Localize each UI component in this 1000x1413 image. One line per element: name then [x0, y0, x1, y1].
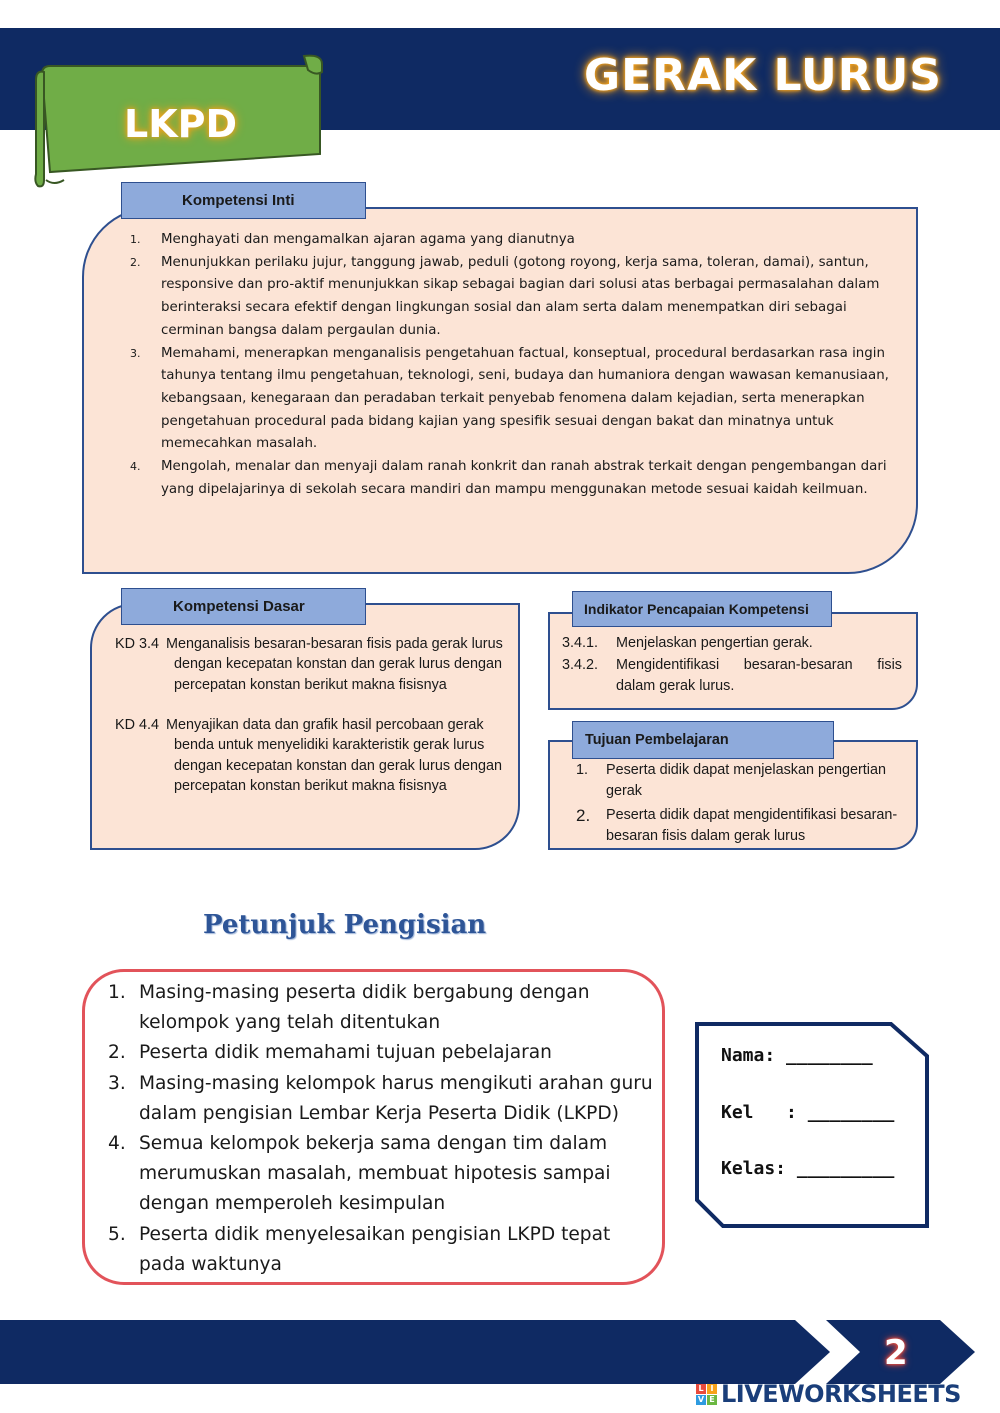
- list-item: 1. Masing-masing peserta didik bergabung dengan kelompok yang telah ditentukan: [108, 982, 590, 1034]
- petunjuk-list: [108, 978, 653, 1280]
- indikator-item: 3.4.1. Menjelaskan pengertian gerak.: [562, 635, 813, 651]
- page-title: GERAK LURUS: [583, 50, 942, 101]
- kelas-field[interactable]: Kelas: _________: [721, 1158, 895, 1179]
- nama-field[interactable]: Nama: ________: [721, 1045, 873, 1066]
- list-item: 3. Memahami, menerapkan menganalisis pengetahuan factual, konseptual, procedural berdasarkan rasa ingin tahunya tentang ilmu pengetahuan, teknologi, seni, budaya dan humaniora dengan wawasan kemanusiaan, kebangsaan, kenegaraan dan peradaban terkait penyebab fenomena dalam kejadian, serta menerapkan pengetahuan procedural pada bidang kajian yang spesifik sesuai dengan bakat dan minatnya untuk memecahkan masalah.: [130, 345, 889, 452]
- kd-item: KD 3.4 Menganalisis besaran-besaran fisis pada gerak lurus dengan kecepatan konstan dan gerak lurus dengan percepatan konstan berikut makna fisisnya: [115, 636, 503, 693]
- kompetensi-inti-list: [130, 229, 892, 501]
- indikator-heading: Indikator Pencapaian Kompetensi: [572, 591, 832, 627]
- brand-name: LIVEWORKSHEETS: [721, 1380, 961, 1408]
- indikator-item: 3.4.2. Mengidentifikasi besaran-besaran fisis dalam gerak lurus.: [562, 657, 902, 694]
- kompetensi-dasar-heading: Kompetensi Dasar: [121, 588, 366, 625]
- list-item: 2. Peserta didik memahami tujuan pebelajaran: [108, 1042, 552, 1064]
- kd-item: KD 4.4 Menyajikan data dan grafik hasil percobaan gerak benda untuk menyelidiki karakteristik gerak lurus dengan kecepatan konstan dan gerak lurus dengan percepatan konstan berikut makna fisisnya: [115, 717, 503, 795]
- list-item: 3. Masing-masing kelompok harus mengikuti arahan guru dalam pengisian Lembar Kerja Peserta Didik (LKPD): [108, 1072, 653, 1124]
- list-item: 2. Menunjukkan perilaku jujur, tanggung jawab, peduli (gotong royong, kerja sama, toleran, damai), santun, responsive dan pro-aktif menunjukkan sikap sebagai bagian dari solusi atas berbagai permasalahan dalam berinteraksi secara efektif dengan lingkungan sosial dan alam serta dalam menempatkan diri sebagai cerminan bangsa dalam pergaulan dunia.: [130, 254, 880, 338]
- brand-icon: L I V E: [696, 1384, 717, 1405]
- list-item: 1. Menghayati dan mengamalkan ajaran agama yang dianutnya: [130, 232, 575, 247]
- liveworksheets-logo: [696, 1380, 961, 1408]
- page-number: 2: [884, 1333, 908, 1373]
- tujuan-item: 2. Peserta didik dapat mengidentifikasi besaran-besaran fisis dalam gerak lurus: [576, 806, 898, 844]
- list-item: 5. Peserta didik menyelesaikan pengisian LKPD tepat pada waktunya: [108, 1223, 611, 1275]
- tujuan-item: 1. Peserta didik dapat menjelaskan pengertian gerak: [576, 762, 886, 799]
- petunjuk-heading: Petunjuk Pengisian: [203, 910, 487, 940]
- tujuan-heading: Tujuan Pembelajaran: [572, 721, 834, 759]
- kompetensi-inti-heading: Kompetensi Inti: [121, 182, 366, 219]
- lkpd-badge: LKPD: [124, 102, 238, 146]
- kel-field[interactable]: Kel : ________: [721, 1102, 895, 1123]
- footer-band: [0, 1318, 1000, 1386]
- list-item: 4. Semua kelompok bekerja sama dengan tim dalam merumuskan masalah, membuat hipotesis sampai dengan memperoleh kesimpulan: [108, 1133, 611, 1215]
- list-item: 4. Mengolah, menalar dan menyaji dalam ranah konkrit dan ranah abstrak terkait dengan pengembangan dari yang dipelajarinya di sekolah secara mandiri dan mampu menggunakan metode sesuai kaidah keilmuan.: [130, 459, 887, 497]
